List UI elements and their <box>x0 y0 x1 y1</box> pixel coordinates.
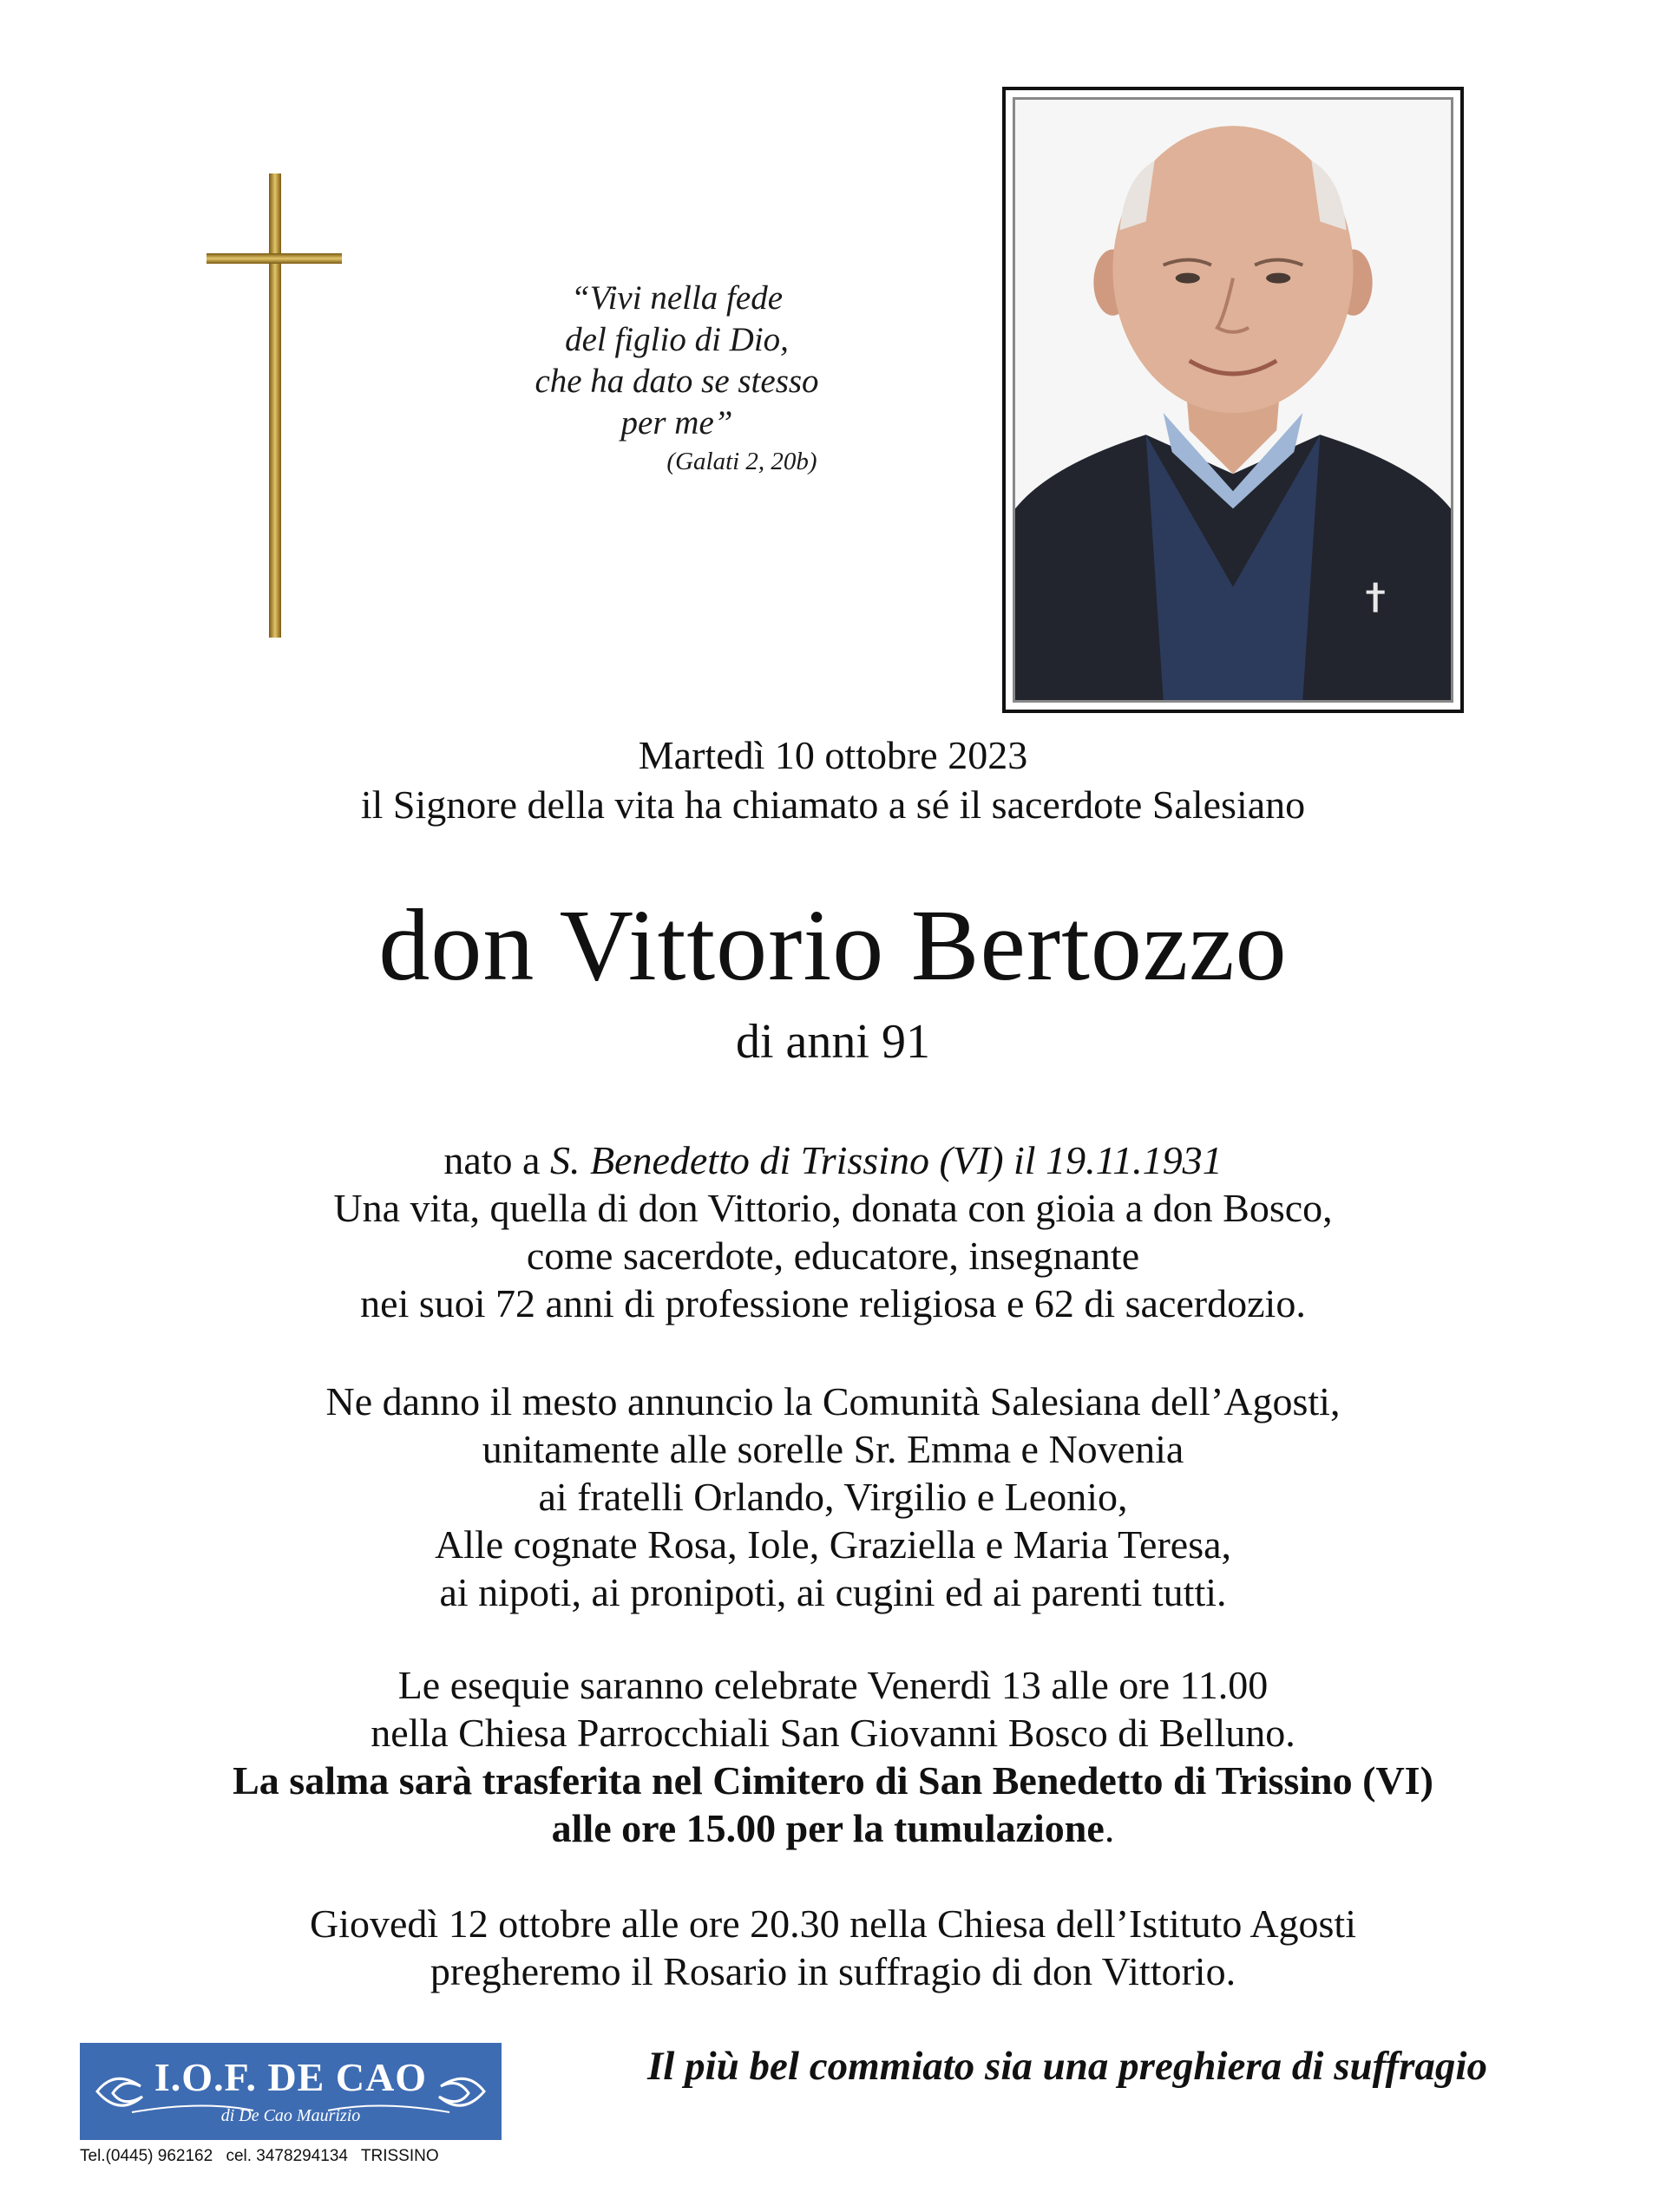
cross-icon <box>207 173 345 638</box>
biography <box>0 1136 1666 1327</box>
rosary-line: Giovedì 12 ottobre alle ore 20.30 nella Chiesa dell’Istituto Agosti <box>310 1901 1356 1946</box>
logo-name: I.O.F. DE CAO <box>154 2055 428 2099</box>
rosary-line: pregheremo il Rosario in suffragio di don Vittorio. <box>430 1949 1236 1993</box>
town-name: TRISSINO <box>360 2147 439 2165</box>
deceased-age: di anni 91 <box>736 1015 930 1069</box>
mourners <box>0 1378 1666 1616</box>
bio-line: come sacerdote, educatore, insegnante <box>526 1234 1140 1278</box>
contact-info <box>80 2146 531 2167</box>
bio-line: nei suoi 72 anni di professione religiosa e 62 di sacerdozio. <box>360 1281 1306 1325</box>
mourners-line: ai nipoti, ai pronipoti, ai cugini ed ai parenti tutti. <box>439 1570 1227 1614</box>
announcement-intro: il Signore della vita ha chiamato a sé il sacerdote Salesiano <box>360 782 1306 827</box>
burial-line <box>0 1804 1666 1852</box>
bible-quote <box>469 278 885 479</box>
birth-details: S. Benedetto di Trissino (VI) il 19.11.1931 <box>549 1138 1223 1182</box>
portrait-illustration <box>1015 100 1451 700</box>
mobile-number: cel. 3478294134 <box>226 2147 348 2165</box>
mourners-line: unitamente alle sorelle Sr. Emma e Novenia <box>482 1427 1184 1471</box>
mourners-line: Ne danno il mesto annuncio la Comunità Salesiana dell’Agosti, <box>325 1379 1341 1423</box>
funeral-line: nella Chiesa Parrocchiali San Giovanni Bosco di Belluno. <box>371 1711 1295 1755</box>
burial-line: La salma sarà trasferita nel Cimitero di San Benedetto di Trissino (VI) <box>233 1758 1433 1803</box>
death-date: Martedì 10 ottobre 2023 <box>638 733 1028 777</box>
portrait-photo <box>1013 97 1453 703</box>
bio-line: Una vita, quella di don Vittorio, donata con gioia a don Bosco, <box>333 1186 1333 1230</box>
portrait-frame <box>1002 87 1464 713</box>
birth-line <box>0 1136 1666 1184</box>
burial-time: alle ore 15.00 per la tumulazione <box>551 1806 1105 1850</box>
quote-line: per me” <box>620 404 733 442</box>
quote-line: che ha dato se stesso <box>535 363 819 400</box>
deceased-name: don Vittorio Bertozzo <box>378 888 1288 1002</box>
rosary-info <box>0 1900 1666 1995</box>
quote-reference: (Galati 2, 20b) <box>666 448 817 475</box>
logo-subtitle: di De Cao Maurizio <box>220 2106 361 2125</box>
quote-line: del figlio di Dio, <box>565 321 789 358</box>
mourners-line: Alle cognate Rosa, Iole, Graziella e Maria Teresa, <box>434 1522 1232 1567</box>
birth-prefix: nato a <box>443 1138 550 1182</box>
quote-line: “Vivi nella fede <box>570 279 784 317</box>
closing-message: Il più bel commiato sia una preghiera di suffragio <box>647 2044 1487 2089</box>
mourners-line: ai fratelli Orlando, Virgilio e Leonio, <box>538 1475 1128 1519</box>
phone-number: Tel.(0445) 962162 <box>80 2147 213 2165</box>
burial-period: . <box>1104 1806 1115 1850</box>
funeral-home-logo <box>80 2043 502 2140</box>
funeral-line: Le esequie saranno celebrate Venerdì 13 alle ore 11.00 <box>397 1663 1269 1707</box>
funeral-info <box>0 1661 1666 1852</box>
